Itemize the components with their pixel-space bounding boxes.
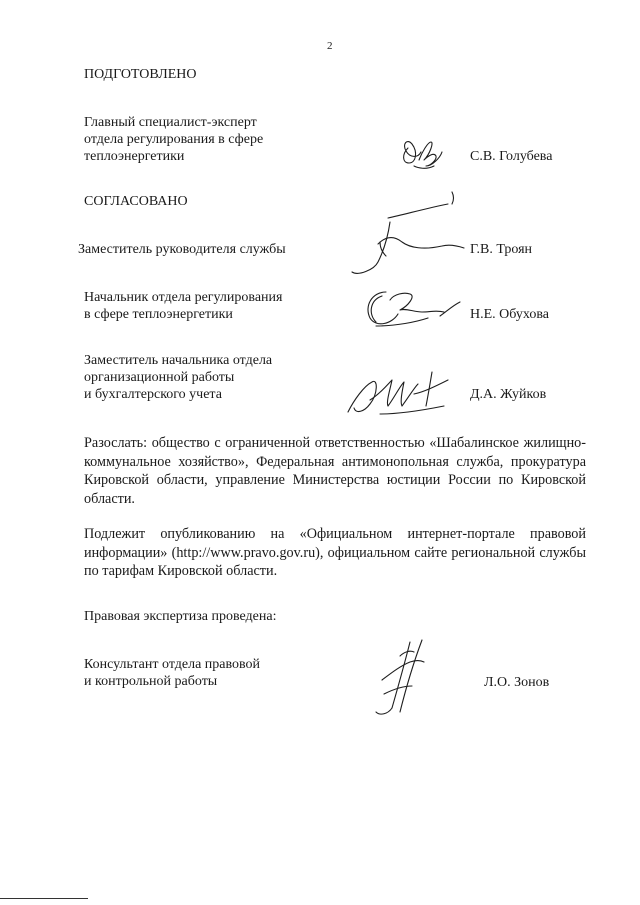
agreed-signer-name: Г.В. Троян bbox=[470, 242, 533, 257]
legal-review-position-line: и контрольной работы bbox=[84, 674, 218, 689]
prepared-signer-name: С.В. Голубева bbox=[470, 149, 553, 164]
agreed-signer-name: Д.А. Жуйков bbox=[470, 387, 547, 402]
signature-zonov bbox=[370, 636, 432, 718]
agreed-signer-name: Н.Е. Обухова bbox=[470, 307, 549, 322]
agreed-heading: СОГЛАСОВАНО bbox=[84, 194, 188, 209]
page-number: 2 bbox=[327, 40, 333, 52]
prepared-position-line: Главный специалист-эксперт bbox=[84, 115, 257, 130]
agreed-position-line: Заместитель начальника отдела bbox=[84, 353, 273, 368]
legal-review-signer-name: Л.О. Зонов bbox=[484, 675, 550, 690]
signature-obukhova bbox=[356, 282, 462, 334]
legal-review-position-line: Консультант отдела правовой bbox=[84, 657, 261, 672]
prepared-position-line: теплоэнергетики bbox=[84, 149, 185, 164]
prepared-position-line: отдела регулирования в сфере bbox=[84, 132, 264, 147]
agreed-position-line: Начальник отдела регулирования bbox=[84, 290, 283, 305]
signature-zhuykov bbox=[340, 370, 462, 420]
agreed-position-line: Заместитель руководителя службы bbox=[78, 242, 286, 257]
agreed-position-line: организационной работы bbox=[84, 370, 235, 385]
signature-golubeva bbox=[396, 130, 446, 176]
signature-troyan bbox=[348, 190, 466, 282]
bottom-rule bbox=[0, 898, 88, 899]
agreed-position-line: и бухгалтерского учета bbox=[84, 387, 222, 402]
legal-review-heading: Правовая экспертиза проведена: bbox=[84, 609, 277, 624]
prepared-heading: ПОДГОТОВЛЕНО bbox=[84, 67, 197, 82]
publication-paragraph: Подлежит опубликованию на «Официальном интернет-портале правовой информации» (http://www.pravo.gov.ru), официальном сайте региональной службы по тарифам Кировской области. bbox=[84, 526, 586, 579]
distribution-paragraph: Разослать: общество с ограниченной ответственностью «Шабалинское жилищно-коммунальное хозяйство», Федеральная антимонопольная служба, прокуратура Кировской области, управление Министерства юстиции России по Кировской области. bbox=[84, 435, 586, 507]
agreed-position-line: в сфере теплоэнергетики bbox=[84, 307, 233, 322]
